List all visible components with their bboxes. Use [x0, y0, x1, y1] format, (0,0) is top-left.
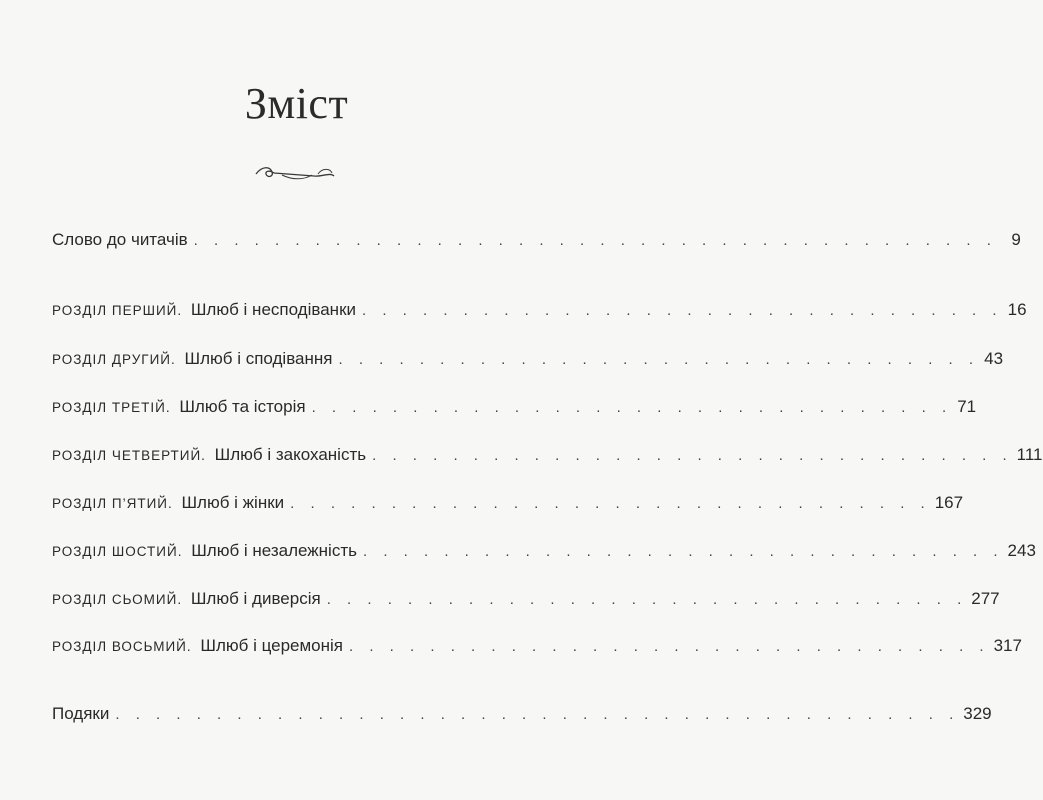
entry-page: 43 [984, 349, 1004, 368]
chapter-label: РОЗДІЛ СЬОМИЙ. [52, 592, 183, 607]
entry-page: 9 [1011, 230, 1021, 249]
dot-leader: . . . . . . . . . . . . . . . . . . . . . . . . . . . . . . . . . . . . . . . . . . [115, 706, 960, 723]
entry-page: 167 [934, 493, 964, 512]
entry-page: 243 [1007, 541, 1036, 560]
entry-title: Шлюб і незалежність [191, 541, 357, 560]
dot-leader: . . . . . . . . . . . . . . . . . . . . . . . . . . . . . . . . [326, 591, 968, 608]
chapter-label: РОЗДІЛ П’ЯТИЙ. [52, 496, 173, 511]
toc-entry[interactable] [52, 493, 964, 517]
toc-entry[interactable] [52, 445, 1043, 469]
dot-leader: . . . . . . . . . . . . . . . . . . . . . . . . . . . . . . . . [362, 302, 1003, 319]
entry-title: Шлюб і сподівання [184, 349, 333, 368]
entry-title: Шлюб і несподіванки [190, 300, 356, 319]
chapter-label: РОЗДІЛ ПЕРШИЙ. [52, 303, 183, 318]
dot-leader: . . . . . . . . . . . . . . . . . . . . . . . . . . . . . . . . . . . . . . . . [193, 232, 997, 249]
chapter-label: РОЗДІЛ ДРУГИЙ. [52, 352, 176, 367]
entry-title: Подяки [52, 704, 110, 723]
toc-entry[interactable] [52, 541, 1036, 565]
dot-leader: . . . . . . . . . . . . . . . . . . . . . . . . . . . . . . . . [290, 495, 931, 512]
entry-title: Шлюб та історія [179, 397, 306, 416]
entry-title: Слово до читачів [52, 230, 188, 249]
entry-title: Шлюб і диверсія [190, 589, 321, 608]
toc-entry[interactable] [52, 397, 977, 421]
entry-page: 329 [963, 704, 992, 723]
toc-entry[interactable] [52, 589, 1000, 613]
chapter-label: РОЗДІЛ ВОСЬМИЙ. [52, 639, 192, 654]
dot-leader: . . . . . . . . . . . . . . . . . . . . . . . . . . . . . . . . [338, 351, 980, 368]
toc-entry[interactable] [52, 230, 1021, 254]
entry-page: 277 [971, 589, 1000, 608]
entry-title: Шлюб і жінки [181, 493, 285, 512]
flourish-ornament-icon [252, 162, 338, 186]
dot-leader: . . . . . . . . . . . . . . . . . . . . . . . . . . . . . . . . [362, 543, 1004, 560]
toc-entry[interactable] [52, 300, 1027, 324]
dot-leader: . . . . . . . . . . . . . . . . . . . . . . . . . . . . . . . . [349, 638, 990, 655]
entry-title: Шлюб і церемонія [200, 636, 344, 655]
chapter-label: РОЗДІЛ ШОСТИЙ. [52, 544, 183, 559]
entry-page: 71 [957, 397, 977, 416]
page-title: Зміст [244, 79, 349, 128]
dot-leader: . . . . . . . . . . . . . . . . . . . . . . . . . . . . . . . . [372, 447, 1013, 464]
dot-leader: . . . . . . . . . . . . . . . . . . . . . . . . . . . . . . . . [311, 399, 953, 416]
chapter-label: РОЗДІЛ ЧЕТВЕРТИЙ. [52, 448, 206, 463]
entry-title: Шлюб і закоханість [214, 445, 367, 464]
entry-page: 111 [1016, 445, 1043, 464]
entry-page: 317 [993, 636, 1022, 655]
toc-entry[interactable] [52, 349, 1004, 373]
toc-entry[interactable] [52, 636, 1022, 660]
toc-entry[interactable] [52, 704, 992, 728]
chapter-label: РОЗДІЛ ТРЕТІЙ. [52, 400, 171, 415]
entry-page: 16 [1007, 300, 1027, 319]
